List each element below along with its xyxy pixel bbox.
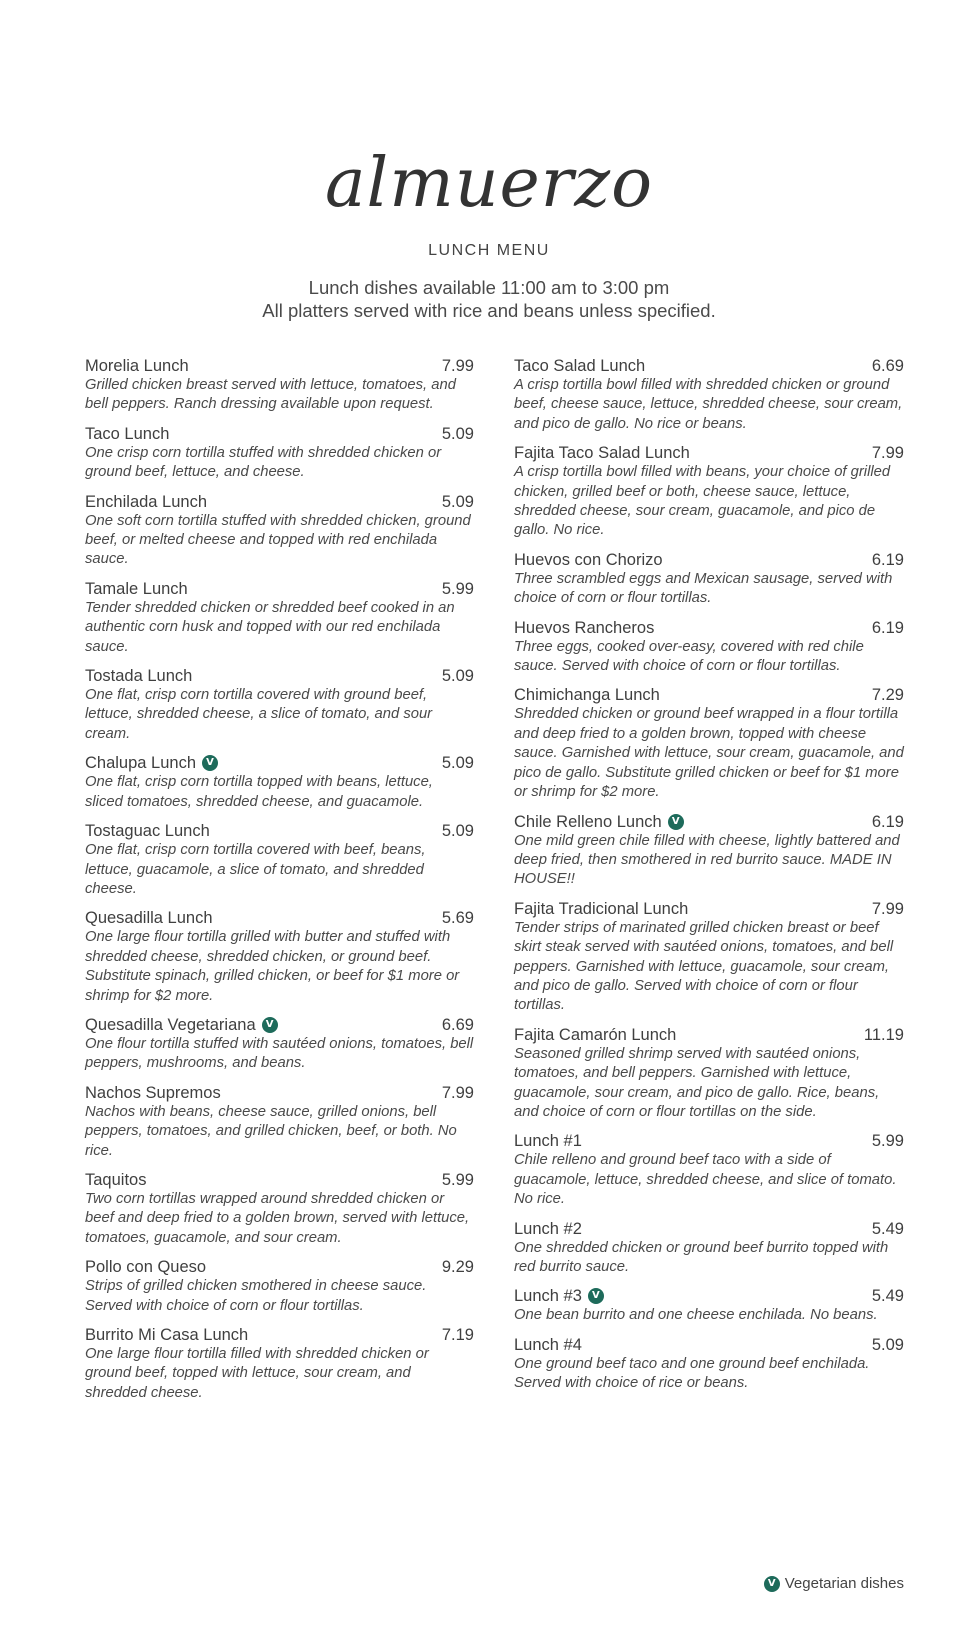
menu-item-price: 11.19	[863, 1025, 904, 1044]
menu-item-name-group	[85, 821, 210, 841]
menu-item-name-group	[85, 1083, 221, 1103]
menu-item-name-group	[514, 1335, 582, 1355]
menu-item-header	[514, 1025, 904, 1045]
menu-item	[514, 356, 904, 434]
menu-item-description: A crisp tortilla bowl filled with shredded chicken or ground beef, cheese sauce, lettuce, shredded cheese, sour cream, and pico de gallo. No rice or beans.	[514, 377, 903, 432]
script-title: almuerzo	[324, 144, 654, 223]
menu-item-header	[514, 1219, 904, 1239]
menu-item-name-group	[514, 685, 660, 705]
menu-item-description: One flat, crisp corn tortilla covered with ground beef, lettuce, shredded cheese, a slice of tomato, and sour cream.	[85, 687, 433, 742]
menu-item-price: 5.69	[441, 909, 474, 928]
menu-item-name: Huevos con Chorizo	[514, 550, 663, 569]
menu-item	[85, 1325, 474, 1403]
menu-item-name-group	[514, 899, 688, 919]
menu-item	[85, 666, 474, 744]
vegetarian-icon: V	[588, 1288, 604, 1304]
menu-item-price: 7.19	[441, 1326, 474, 1344]
menu-item-header	[85, 908, 474, 928]
menu-item-name: Lunch #2	[514, 1219, 582, 1238]
menu-item-description: One large flour tortilla filled with shredded chicken or ground beef, topped with lettuce, sour cream, and shredded cheese.	[85, 1346, 429, 1401]
menu-item-description: One bean burrito and one cheese enchilada. No beans.	[514, 1307, 878, 1324]
menu-item-description: Nachos with beans, cheese sauce, grilled onions, bell peppers, tomatoes, and grilled chicken, beef, or both. No rice.	[85, 1103, 457, 1159]
menu-item-name-group	[85, 492, 207, 512]
menu-item-header	[85, 424, 474, 444]
menu-item-price: 7.99	[441, 1083, 474, 1102]
menu-item-description: A crisp tortilla bowl filled with beans, your choice of grilled chicken, grilled beef or both, cheese sauce, lettuce, shredded cheese, sour cream, guacamole, and pico de gallo. No rice.	[514, 464, 891, 539]
menu-item-header	[85, 356, 474, 376]
menu-item-header	[514, 899, 904, 919]
menu-item-price: 5.09	[441, 492, 474, 511]
menu-item	[85, 821, 474, 899]
menu-item-description: One flat, crisp corn tortilla topped with beans, lettuce, sliced tomatoes, shredded cheese, and guacamole.	[85, 774, 433, 810]
page-subtitle: LUNCH MENU	[428, 242, 550, 259]
menu-item	[85, 1257, 474, 1316]
menu-item	[85, 579, 474, 657]
vegetarian-legend	[764, 1575, 904, 1592]
menu-item-description: One flour tortilla stuffed with sautéed onions, tomatoes, bell peppers, mushrooms, and beans.	[85, 1035, 474, 1072]
menu-item-name-group	[85, 1325, 248, 1345]
menu-item-header	[85, 821, 474, 841]
menu-item-price: 7.99	[871, 899, 904, 918]
menu-item-name-group	[85, 908, 213, 928]
menu-item	[514, 1286, 904, 1325]
menu-item-price: 6.19	[871, 618, 904, 637]
menu-item-price: 5.49	[871, 1287, 904, 1306]
menu-item-name: Fajita Tradicional Lunch	[514, 899, 689, 918]
hours-line: Lunch dishes available 11:00 am to 3:00 pm	[308, 277, 670, 298]
menu-item-header	[514, 812, 904, 832]
menu-item-price: 5.09	[871, 1335, 904, 1354]
menu-item-price: 5.09	[441, 424, 474, 443]
menu-item-name-group	[85, 1257, 206, 1277]
menu-item-description: Three eggs, cooked over-easy, covered with red chile sauce. Served with choice of corn or flour tortillas.	[514, 638, 864, 675]
menu-item-header	[514, 356, 904, 376]
menu-item-name: Quesadilla Lunch	[85, 909, 213, 928]
menu-item-name: Taco Lunch	[85, 424, 170, 443]
intro-text	[0, 276, 978, 322]
menu-item	[85, 492, 474, 570]
menu-item-name: Pollo con Queso	[85, 1258, 207, 1277]
menu-item	[514, 618, 904, 677]
menu-item	[85, 908, 474, 1006]
menu-item-header	[514, 1286, 904, 1306]
platters-line: All platters served with rice and beans unless specified.	[262, 300, 716, 321]
menu-item	[514, 1335, 904, 1394]
menu-item-name-group	[514, 1025, 676, 1045]
menu-item	[85, 1170, 474, 1248]
menu-item-price: 5.09	[441, 667, 474, 686]
menu-item-name: Enchilada Lunch	[85, 492, 208, 511]
menu-item-name-group	[85, 1015, 278, 1035]
vegetarian-icon: V	[764, 1576, 780, 1592]
menu-item-description: One ground beef taco and one ground beef enchilada. Served with choice of rice or beans.	[514, 1355, 870, 1392]
menu-item-description: One soft corn tortilla stuffed with shredded chicken, ground beef, or melted cheese and topped with red enchilada sauce.	[85, 512, 471, 568]
menu-item-name-group	[85, 753, 218, 773]
menu-item	[85, 424, 474, 483]
menu-item-price: 5.09	[441, 754, 474, 773]
menu-item-description: Tender strips of marinated grilled chicken breast or beef skirt steak served with sautéed onions, tomatoes, and bell peppers. Garnished with lettuce, guacamole, sour cream, and pico de gallo. Served with choice of corn or flour tortillas.	[514, 919, 894, 1014]
menu-item-description: One flat, crisp corn tortilla covered with beef, beans, lettuce, guacamole, a slice of tomato, and shredded cheese.	[85, 842, 426, 897]
menu-item-price: 5.49	[871, 1219, 904, 1238]
menu-item-description: Tender shredded chicken or shredded beef cooked in an authentic corn husk and topped with our red enchilada sauce.	[85, 599, 455, 655]
menu-item-description: Grilled chicken breast served with lettuce, tomatoes, and bell peppers. Ranch dressing available upon request.	[85, 377, 456, 413]
menu-item-name: Chimichanga Lunch	[514, 686, 660, 705]
menu-item	[85, 1015, 474, 1074]
menu-item	[85, 356, 474, 415]
menu-item-name: Tamale Lunch	[85, 579, 188, 598]
menu-item-name: Tostada Lunch	[85, 667, 193, 686]
menu-item-name-group	[85, 579, 188, 599]
menu-item-description: One mild green chile filled with cheese, lightly battered and deep fried, then smothered in red burrito sauce. MADE IN HOUSE!!	[514, 832, 900, 888]
menu-item	[514, 812, 904, 890]
menu-item-header	[85, 1170, 474, 1190]
menu-item-header	[514, 618, 904, 638]
menu-item-description: Shredded chicken or ground beef wrapped in a flour tortilla and deep fried to a golden brown, topped with cheese sauce. Garnished with lettuce, sour cream, guacamole, and pico de gallo. Substitute grilled chicken or beef for $1 more or shrimp for $2 more.	[514, 706, 904, 801]
menu-item-name: Taquitos	[85, 1170, 147, 1189]
menu-item-description: Strips of grilled chicken smothered in cheese sauce. Served with choice of corn or flour tortillas.	[85, 1278, 427, 1314]
vegetarian-icon: V	[668, 814, 684, 830]
menu-item-name-group	[514, 1219, 582, 1239]
menu-item-name: Taco Salad Lunch	[514, 357, 646, 375]
menu-item	[514, 899, 904, 1016]
vegetarian-icon: V	[262, 1017, 278, 1033]
menu-item-price: 7.99	[871, 444, 904, 463]
menu-item-price: 6.19	[871, 812, 904, 831]
vegetarian-icon: V	[202, 755, 218, 771]
menu-item	[85, 1083, 474, 1161]
menu-item-price: 5.99	[441, 579, 474, 598]
menu-item-name-group	[514, 812, 684, 832]
menu-item-description: One shredded chicken or ground beef burrito topped with red burrito sauce.	[514, 1239, 889, 1275]
menu-item-name-group	[85, 356, 189, 376]
menu-item-name: Fajita Camarón Lunch	[514, 1025, 677, 1044]
menu-item	[514, 550, 904, 609]
menu-item-name: Lunch #3	[514, 1287, 582, 1306]
menu-item-name-group	[514, 550, 663, 570]
menu-item-name: Huevos Rancheros	[514, 618, 655, 637]
menu-item	[514, 1219, 904, 1278]
menu-item-header	[85, 1257, 474, 1277]
menu-item-name: Fajita Taco Salad Lunch	[514, 444, 690, 463]
menu-item-name-group	[514, 1131, 582, 1151]
menu-item-description: Seasoned grilled shrimp served with sautéed onions, tomatoes, and bell peppers. Garnished with lettuce, guacamole, sour cream, and pico de gallo. Rice, beans, and choice of corn or flour tortillas on the side.	[514, 1045, 880, 1120]
menu-item	[514, 685, 904, 802]
menu-item-price: 5.99	[871, 1132, 904, 1151]
menu-item-name-group	[514, 443, 690, 463]
menu-item-name-group	[514, 1286, 604, 1306]
menu-column-left	[85, 356, 474, 1412]
menu-item	[85, 753, 474, 812]
menu-item-name: Lunch #1	[514, 1132, 582, 1151]
menu-item-name: Tostaguac Lunch	[85, 822, 210, 841]
menu-column-right	[514, 356, 904, 1403]
legend-label: Vegetarian dishes	[784, 1575, 904, 1592]
menu-item-name-group	[85, 666, 192, 686]
menu-item-header	[85, 1083, 474, 1103]
menu-item-name: Morelia Lunch	[85, 357, 189, 375]
menu-item-name-group	[85, 424, 169, 444]
menu-item-name-group	[85, 1170, 146, 1190]
menu-item-header	[85, 753, 474, 773]
menu-item-description: Two corn tortillas wrapped around shredded chicken or beef and deep fried to a golden brown, served with lettuce, tomatoes, guacamole, and sour cream.	[85, 1190, 470, 1246]
menu-item-name: Burrito Mi Casa Lunch	[85, 1326, 249, 1344]
menu-item-price: 6.69	[871, 357, 904, 375]
menu-item-header	[85, 666, 474, 686]
menu-item-price: 7.29	[871, 686, 904, 705]
menu-item-header	[85, 492, 474, 512]
menu-item-name-group	[514, 356, 645, 376]
menu-item	[514, 1131, 904, 1209]
menu-item-header	[514, 550, 904, 570]
menu-item-price: 7.99	[441, 357, 474, 375]
menu-item-price: 9.29	[441, 1258, 474, 1277]
menu-item-price: 6.69	[441, 1015, 474, 1034]
menu-item-description: One large flour tortilla grilled with butter and stuffed with shredded cheese, shredded chicken, or ground beef. Substitute spinach, grilled chicken, or beef for $1 more or shrimp for $2 more.	[85, 929, 460, 1004]
menu-item-header	[514, 1335, 904, 1355]
menu-item-price: 5.99	[441, 1170, 474, 1189]
menu-item-header	[85, 579, 474, 599]
menu-item-header	[85, 1325, 474, 1345]
menu-item-header	[514, 443, 904, 463]
menu-item	[514, 1025, 904, 1123]
menu-item-header	[85, 1015, 474, 1035]
menu-item-description: Three scrambled eggs and Mexican sausage, served with choice of corn or flour tortillas.	[514, 570, 893, 607]
menu-item	[514, 443, 904, 541]
menu-item-name: Nachos Supremos	[85, 1083, 221, 1102]
menu-item-price: 6.19	[871, 550, 904, 569]
menu-item-name: Quesadilla Vegetariana	[85, 1015, 256, 1034]
menu-item-name: Chalupa Lunch	[85, 754, 197, 773]
menu-item-description: One crisp corn tortilla stuffed with shredded chicken or ground beef, lettuce, and cheese.	[85, 444, 442, 481]
menu-item-header	[514, 1131, 904, 1151]
menu-item-header	[514, 685, 904, 705]
menu-item-price: 5.09	[441, 822, 474, 841]
menu-item-description: Chile relleno and ground beef taco with a side of guacamole, lettuce, shredded cheese, and slice of tomato. No rice.	[514, 1152, 897, 1208]
menu-item-name-group	[514, 618, 654, 638]
menu-item-name: Chile Relleno Lunch	[514, 812, 662, 831]
menu-item-name: Lunch #4	[514, 1335, 582, 1354]
